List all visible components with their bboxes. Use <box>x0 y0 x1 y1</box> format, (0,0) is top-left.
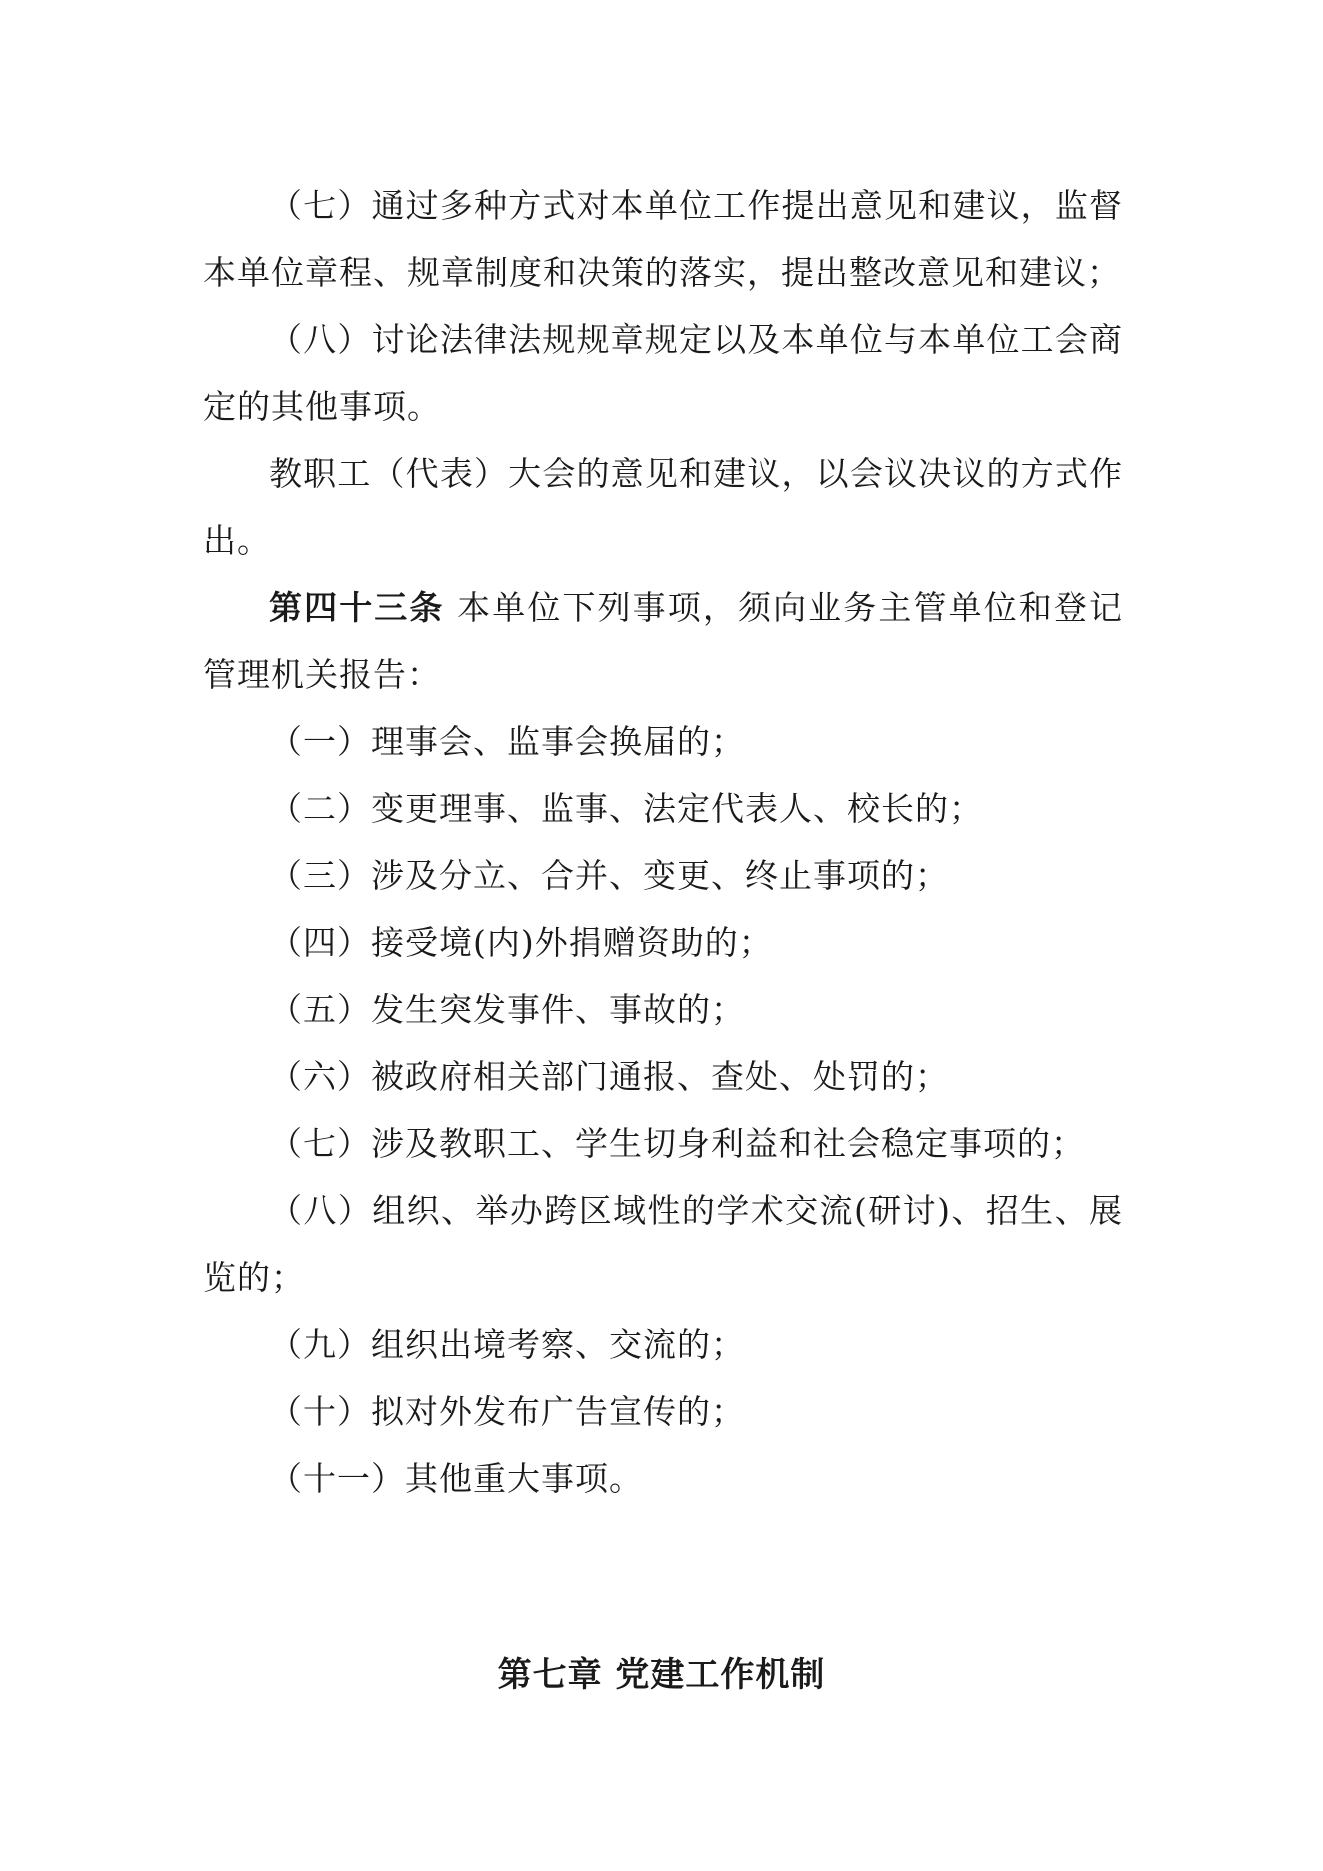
paragraph-congress-resolution: 教职工（代表）大会的意见和建议，以会议决议的方式作出。 <box>203 454 1123 560</box>
chapter-heading: 第七章 党建工作机制 <box>497 1655 826 1695</box>
article-43-text: 本单位下列事项，须向业务主管单位和登记管理机关报告： <box>203 588 1124 694</box>
list-item: （五）发生突发事件、事故的； <box>269 990 745 1029</box>
paragraph-item-7-opinions: （七）通过多种方式对本单位工作提出意见和建议，监督本单位章程、规章制度和决策的落实，提出整改意见和建议； <box>203 186 1123 292</box>
paragraph-item-8-other-matters: （八）讨论法律法规规章规定以及本单位与本单位工会商定的其他事项。 <box>203 320 1123 426</box>
list-item: （八）组织、举办跨区域性的学术交流(研讨)、招生、展览的； <box>203 1191 1123 1297</box>
list-item: （十）拟对外发布广告宣传的； <box>269 1392 745 1431</box>
list-item: （七）涉及教职工、学生切身利益和社会稳定事项的； <box>269 1124 1085 1163</box>
list-item: （四）接受境(内)外捐赠资助的； <box>269 923 773 962</box>
article-43-label: 第四十三条 <box>269 588 445 627</box>
list-item: （一）理事会、监事会换届的； <box>269 722 745 761</box>
list-item: （三）涉及分立、合并、变更、终止事项的； <box>269 856 949 895</box>
article-43 <box>203 574 1123 708</box>
list-item: （十一）其他重大事项。 <box>269 1459 643 1498</box>
list-item: （二）变更理事、监事、法定代表人、校长的； <box>269 789 983 828</box>
list-item: （六）被政府相关部门通报、查处、处罚的； <box>269 1057 949 1096</box>
list-item: （九）组织出境考察、交流的； <box>269 1325 745 1364</box>
document-body <box>203 172 1123 1512</box>
